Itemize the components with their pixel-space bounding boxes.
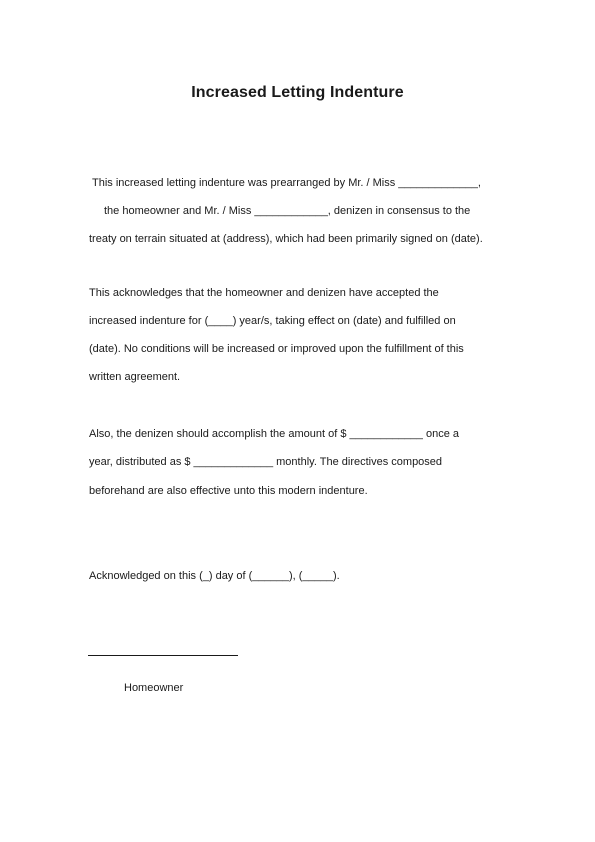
- paragraph-3-line-3: beforehand are also effective unto this modern indenture.: [89, 485, 368, 497]
- signature-line: [88, 655, 238, 656]
- paragraph-2-line-1: This acknowledges that the homeowner and denizen have accepted the: [89, 287, 439, 299]
- document-title: Increased Letting Indenture: [191, 84, 404, 101]
- paragraph-2-line-3: (date). No conditions will be increased or improved upon the fulfillment of this: [89, 343, 464, 355]
- signature-label: Homeowner: [124, 682, 184, 694]
- paragraph-2-line-4: written agreement.: [89, 371, 181, 383]
- paragraph-3-line-2: year, distributed as $ _____________ monthly. The directives composed: [89, 456, 443, 468]
- paragraph-1-line-2: the homeowner and Mr. / Miss ____________, denizen in consensus to the: [104, 205, 471, 217]
- paragraph-3-line-1: Also, the denizen should accomplish the amount of $ ____________ once a: [89, 428, 459, 440]
- paragraph-2-line-2: increased indenture for (____) year/s, taking effect on (date) and fulfilled on: [89, 315, 456, 327]
- paragraph-1-line-3: treaty on terrain situated at (address), which had been primarily signed on (date).: [89, 233, 483, 245]
- acknowledged-line: Acknowledged on this (_) day of (______), (_____).: [89, 570, 340, 582]
- paragraph-1-line-1: This increased letting indenture was prearranged by Mr. / Miss _____________,: [92, 177, 481, 189]
